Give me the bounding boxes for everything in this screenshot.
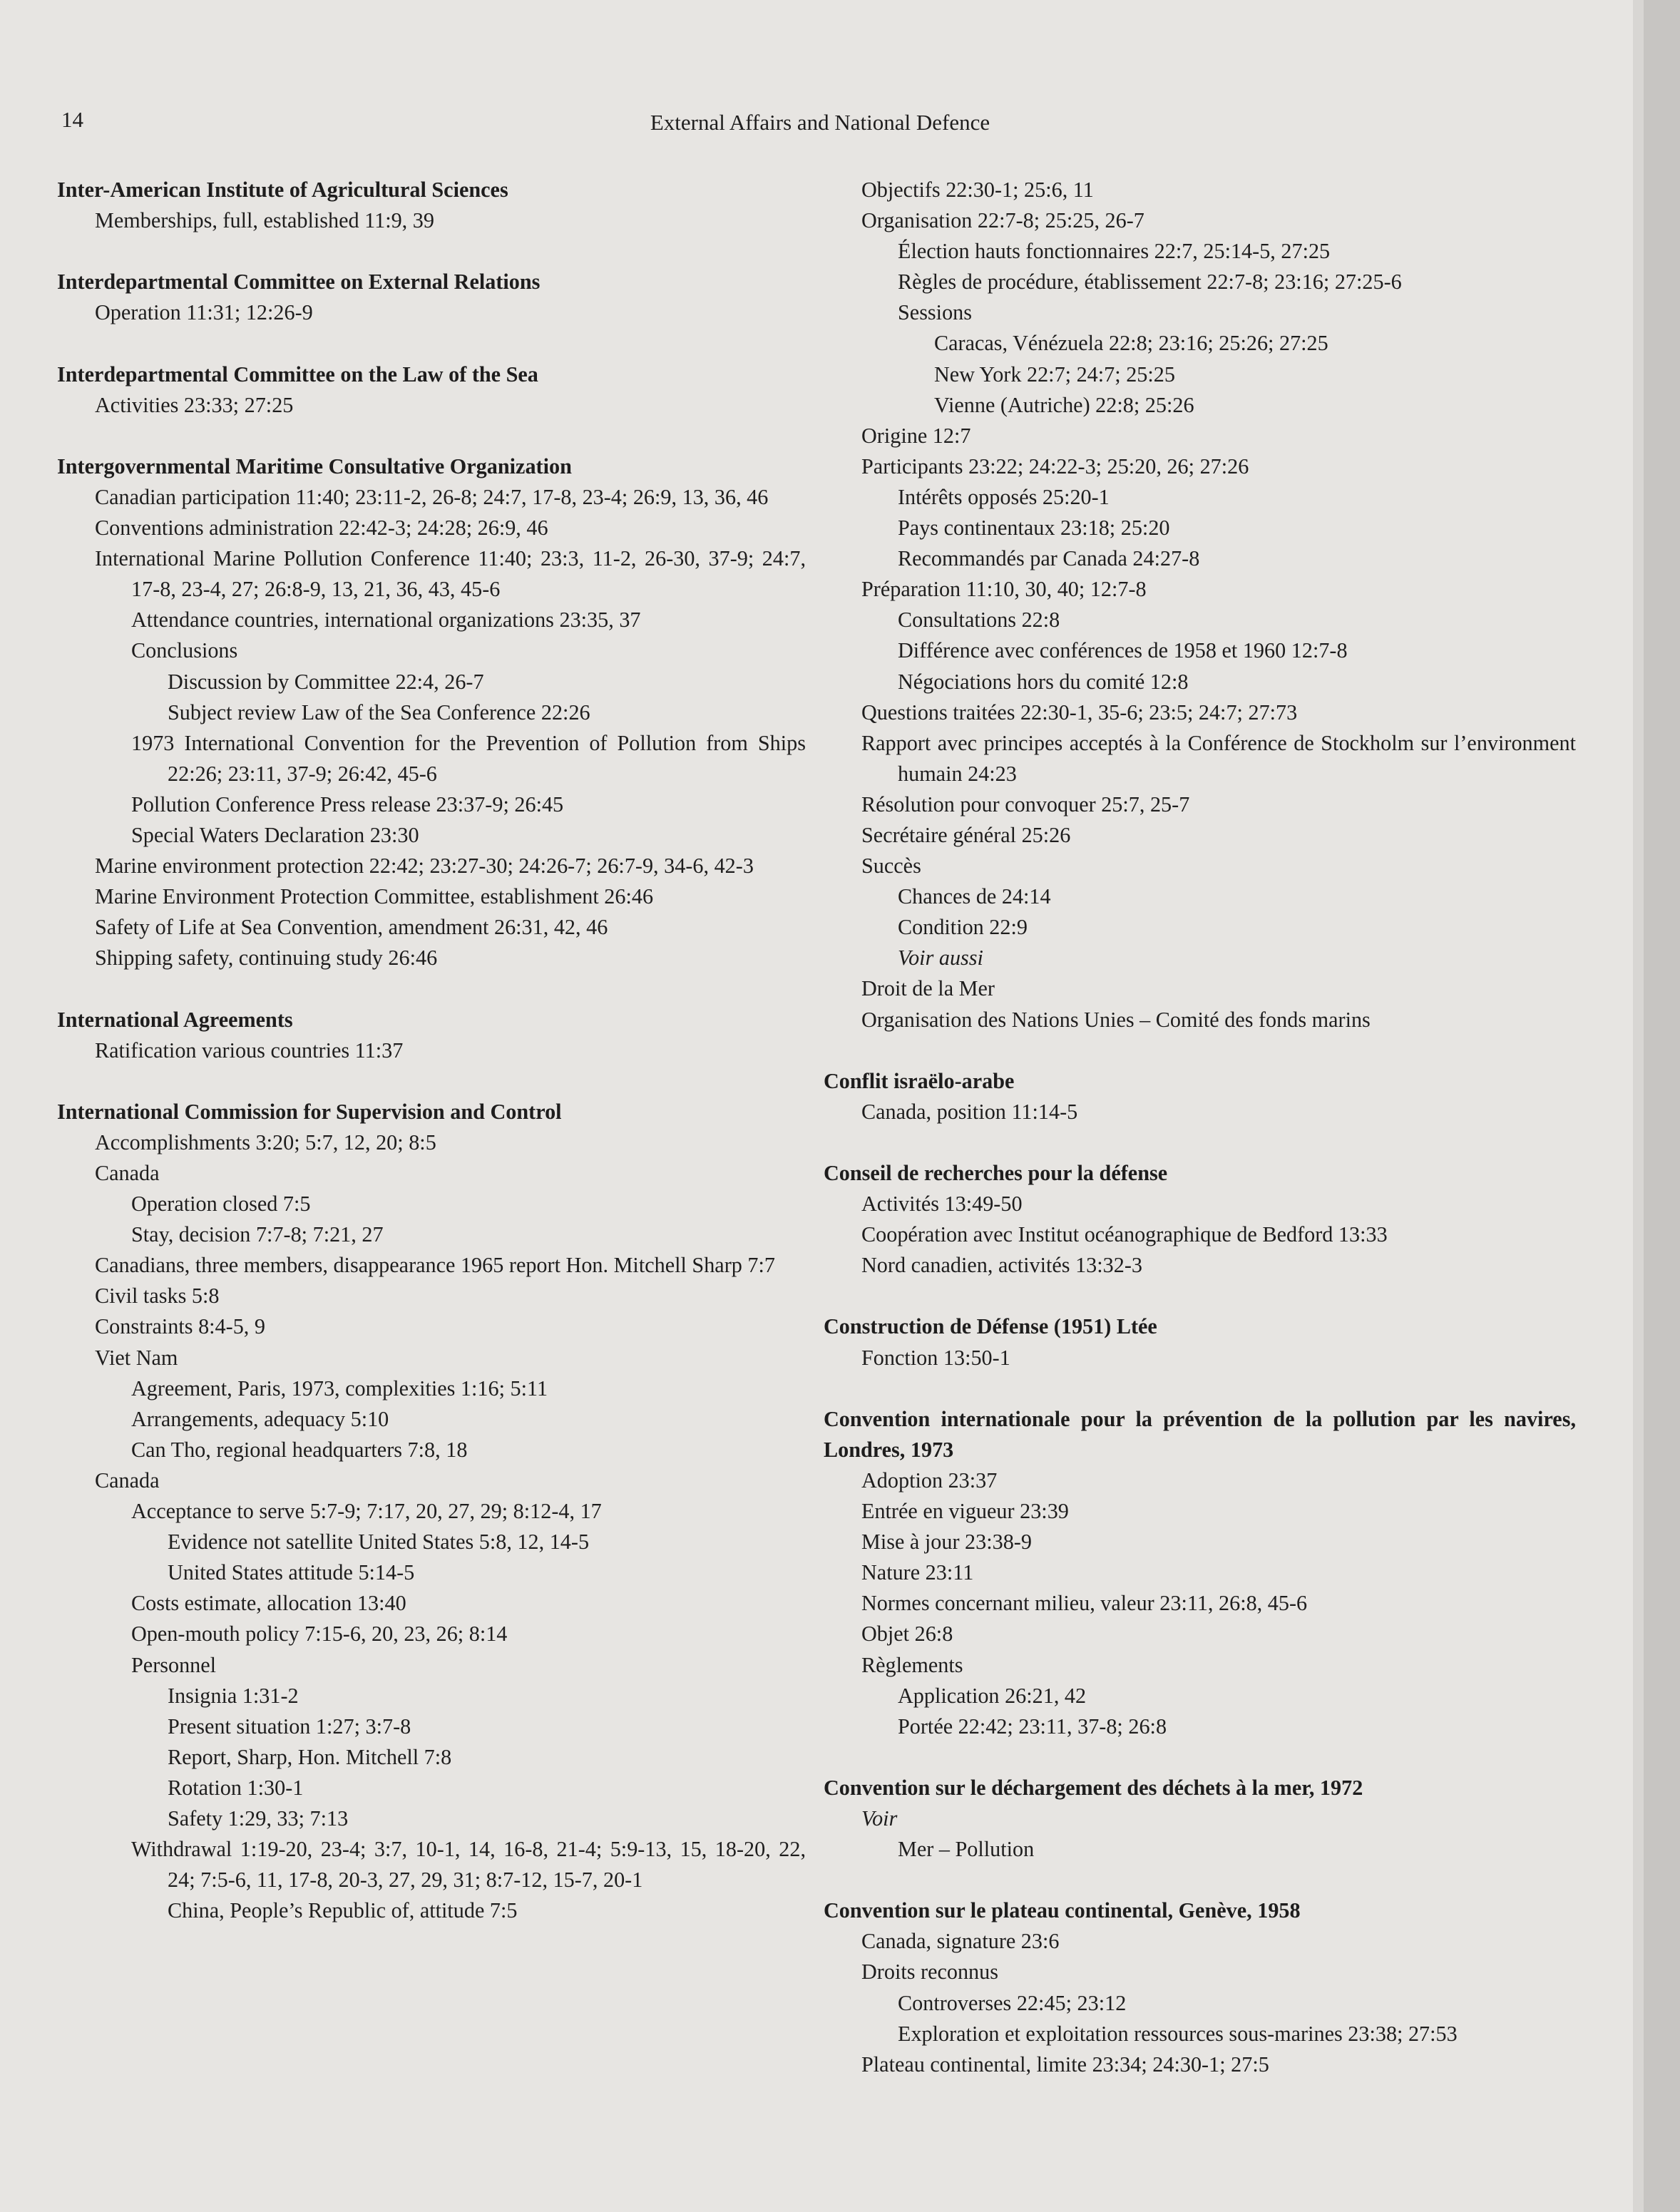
index-entry [57, 451, 806, 974]
index-subentry: Agreement, Paris, 1973, complexities 1:16; 5:11 [131, 1376, 548, 1401]
index-subentry: Fonction 13:50-1 [861, 1345, 1010, 1370]
index-subentry: Attendance countries, international organizations 23:35, 37 [131, 608, 641, 633]
right-column [824, 175, 1576, 2111]
running-title: External Affairs and National Defence [650, 110, 990, 135]
index-subentry: Arrangements, adequacy 5:10 [131, 1406, 389, 1431]
index-subentry: Origine 12:7 [861, 423, 971, 448]
index-entry [824, 175, 1576, 1035]
index-subentry: Droit de la Mer [861, 976, 995, 1001]
index-entry [57, 267, 806, 328]
index-subentry: Consultations 22:8 [898, 608, 1060, 633]
left-column [57, 175, 806, 1957]
index-subentry: Operation 11:31; 12:26-9 [95, 300, 313, 325]
index-subentry: Résolution pour convoquer 25:7, 25-7 [861, 792, 1190, 816]
index-subentry: Withdrawal 1:19-20, 23-4; 3:7, 10-1, 14, 16-8, 21-4; 5:9-13, 15, 18-20, 22, 24; 7:5-6, 11, 17-8, 20-3, 27, 29, 31; 8:7-12, 15-7, 20-1 [131, 1837, 806, 1893]
index-subentry: Élection hauts fonctionnaires 22:7, 25:14-5, 27:25 [898, 239, 1331, 264]
index-subentry: Secrétaire général 25:26 [861, 822, 1071, 847]
index-subentry: Adoption 23:37 [861, 1468, 998, 1492]
index-subentry: Règlements [861, 1652, 963, 1677]
index-subentry: Exploration et exploitation ressources sous-marines 23:38; 27:53 [898, 2021, 1458, 2046]
index-subentry: Activities 23:33; 27:25 [95, 392, 294, 417]
page-number: 14 [61, 107, 83, 132]
index-heading: Convention sur le plateau continental, Genève, 1958 [824, 1898, 1301, 1923]
index-subentry: Normes concernant milieu, valeur 23:11, 26:8, 45-6 [861, 1591, 1308, 1616]
index-subentry: Droits reconnus [861, 1960, 998, 1985]
index-subentry: Rapport avec principes acceptés à la Conférence de Stockholm sur l’environment humain 24:23 [861, 730, 1576, 786]
index-subentry: Personnel [131, 1652, 217, 1677]
index-subentry: Caracas, Vénézuela 22:8; 23:16; 25:26; 27:25 [934, 331, 1328, 356]
index-subentry: Participants 23:22; 24:22-3; 25:20, 26; 27:26 [861, 454, 1249, 478]
index-subentry: Acceptance to serve 5:7-9; 7:17, 20, 27, 29; 8:12-4, 17 [131, 1499, 602, 1524]
index-subentry: Portée 22:42; 23:11, 37-8; 26:8 [898, 1714, 1167, 1739]
index-subentry: Operation closed 7:5 [131, 1192, 311, 1217]
index-subentry: Ratification various countries 11:37 [95, 1038, 404, 1063]
index-subentry: Accomplishments 3:20; 5:7, 12, 20; 8:5 [95, 1130, 436, 1154]
index-heading: International Agreements [57, 1007, 293, 1032]
index-subentry: Succès [861, 854, 921, 879]
index-subentry: Controverses 22:45; 23:12 [898, 1990, 1127, 2015]
page-edge-shadow [1633, 0, 1644, 2212]
index-subentry: Canada [95, 1161, 160, 1185]
index-subentry: Canadian participation 11:40; 23:11-2, 26-8; 24:7, 17-8, 23-4; 26:9, 13, 36, 46 [95, 484, 769, 509]
index-entry [824, 1404, 1576, 1742]
index-subentry: Shipping safety, continuing study 26:46 [95, 946, 438, 971]
index-entry [824, 1311, 1576, 1373]
index-subentry: United States attitude 5:14-5 [168, 1560, 415, 1585]
index-subentry: Objectifs 22:30-1; 25:6, 11 [861, 178, 1094, 202]
index-subentry: Voir [861, 1806, 898, 1830]
index-subentry: Costs estimate, allocation 13:40 [131, 1591, 406, 1616]
index-subentry: Nature 23:11 [861, 1560, 974, 1585]
index-subentry: Sessions [898, 300, 973, 325]
index-heading: Interdepartmental Committee on the Law of the Sea [57, 362, 538, 386]
index-subentry: Objet 26:8 [861, 1622, 953, 1647]
index-subentry: Open-mouth policy 7:15-6, 20, 23, 26; 8:14 [131, 1622, 508, 1647]
index-subentry: Entrée en vigueur 23:39 [861, 1499, 1069, 1524]
index-subentry: Chances de 24:14 [898, 884, 1051, 909]
index-subentry: Pays continentaux 23:18; 25:20 [898, 516, 1170, 541]
index-subentry: Safety of Life at Sea Convention, amendment 26:31, 42, 46 [95, 915, 608, 940]
index-entry [824, 1066, 1576, 1127]
index-subentry: Organisation 22:7-8; 25:25, 26-7 [861, 208, 1144, 233]
index-subentry: Present situation 1:27; 3:7-8 [168, 1714, 411, 1739]
index-subentry: Recommandés par Canada 24:27-8 [898, 546, 1200, 571]
index-subentry: Vienne (Autriche) 22:8; 25:26 [934, 392, 1194, 417]
index-subentry: New York 22:7; 24:7; 25:25 [934, 362, 1175, 386]
index-subentry: Conclusions [131, 638, 238, 663]
index-heading: Conflit israëlo-arabe [824, 1068, 1015, 1093]
index-subentry: Rotation 1:30-1 [168, 1775, 304, 1800]
index-subentry: Viet Nam [95, 1345, 178, 1370]
index-subentry: Questions traitées 22:30-1, 35-6; 23:5; 24:7; 27:73 [861, 700, 1298, 724]
index-subentry: Report, Sharp, Hon. Mitchell 7:8 [168, 1744, 452, 1769]
index-subentry: Condition 22:9 [898, 915, 1028, 940]
index-subentry: Intérêts opposés 25:20-1 [898, 484, 1110, 509]
index-subentry: Canada, position 11:14-5 [861, 1099, 1078, 1124]
index-subentry: Préparation 11:10, 30, 40; 12:7-8 [861, 577, 1147, 602]
index-subentry: Pollution Conference Press release 23:37-9; 26:45 [131, 792, 564, 816]
index-entry [57, 359, 806, 421]
index-heading: Interdepartmental Committee on External Relations [57, 270, 541, 295]
index-subentry: Can Tho, regional headquarters 7:8, 18 [131, 1437, 468, 1462]
page-edge [1644, 0, 1680, 2212]
index-subentry: International Marine Pollution Conference 11:40; 23:3, 11-2, 26-30, 37-9; 24:7, 17-8, 23-4, 27; 26:8-9, 13, 21, 36, 43, 45-6 [95, 546, 806, 602]
index-subentry: Activités 13:49-50 [861, 1192, 1023, 1217]
index-subentry: Civil tasks 5:8 [95, 1284, 220, 1309]
index-subentry: 1973 International Convention for the Prevention of Pollution from Ships 22:26; 23:11, 37-9; 26:42, 45-6 [131, 730, 806, 786]
index-subentry: Organisation des Nations Unies – Comité des fonds marins [861, 1007, 1371, 1032]
index-entry [57, 1005, 806, 1066]
index-subentry: Stay, decision 7:7-8; 7:21, 27 [131, 1222, 384, 1247]
index-subentry: Subject review Law of the Sea Conference 22:26 [168, 700, 590, 724]
page-header [0, 107, 1640, 150]
index-heading: Construction de Défense (1951) Ltée [824, 1314, 1157, 1339]
index-heading: Convention internationale pour la prévention de la pollution par les navires, Londres, 1973 [824, 1406, 1576, 1462]
index-subentry: Application 26:21, 42 [898, 1683, 1087, 1708]
index-heading: International Commission for Supervision and Control [57, 1099, 562, 1124]
index-subentry: Nord canadien, activités 13:32-3 [861, 1253, 1142, 1278]
index-entry [57, 1097, 806, 1927]
index-subentry: Constraints 8:4-5, 9 [95, 1314, 265, 1339]
index-heading: Convention sur le déchargement des déchets à la mer, 1972 [824, 1775, 1363, 1800]
index-subentry: Négociations hors du comité 12:8 [898, 669, 1189, 694]
index-subentry: Voir aussi [898, 946, 983, 971]
index-subentry: Canada, signature 23:6 [861, 1929, 1060, 1954]
index-subentry: Canada [95, 1468, 160, 1492]
index-subentry: Discussion by Committee 22:4, 26-7 [168, 669, 484, 694]
index-subentry: Plateau continental, limite 23:34; 24:30-1; 27:5 [861, 2052, 1269, 2077]
index-subentry: Special Waters Declaration 23:30 [131, 822, 419, 847]
index-subentry: Canadians, three members, disappearance 1965 report Hon. Mitchell Sharp 7:7 [95, 1253, 775, 1278]
index-subentry: Règles de procédure, établissement 22:7-8; 23:16; 27:25-6 [898, 270, 1402, 295]
index-entry [824, 1895, 1576, 2080]
index-subentry: Mise à jour 23:38-9 [861, 1530, 1032, 1555]
index-subentry: Marine environment protection 22:42; 23:27-30; 24:26-7; 26:7-9, 34-6, 42-3 [95, 854, 754, 879]
index-entry [824, 1158, 1576, 1281]
index-heading: Conseil de recherches pour la défense [824, 1161, 1168, 1185]
index-heading: Inter-American Institute of Agricultural Sciences [57, 178, 508, 202]
index-subentry: Marine Environment Protection Committee, establishment 26:46 [95, 884, 654, 909]
index-subentry: China, People’s Republic of, attitude 7:5 [168, 1898, 518, 1923]
index-subentry: Conventions administration 22:42-3; 24:28; 26:9, 46 [95, 516, 548, 541]
index-entry [824, 1773, 1576, 1865]
index-subentry: Safety 1:29, 33; 7:13 [168, 1806, 349, 1830]
index-subentry: Coopération avec Institut océanographique de Bedford 13:33 [861, 1222, 1388, 1247]
index-subentry: Insignia 1:31-2 [168, 1683, 299, 1708]
index-entry [57, 175, 806, 236]
index-subentry: Evidence not satellite United States 5:8, 12, 14-5 [168, 1530, 590, 1555]
index-heading: Intergovernmental Maritime Consultative Organization [57, 454, 572, 478]
index-subentry: Mer – Pollution [898, 1837, 1035, 1862]
index-subentry: Memberships, full, established 11:9, 39 [95, 208, 434, 233]
index-subentry: Différence avec conférences de 1958 et 1960 12:7-8 [898, 638, 1348, 663]
